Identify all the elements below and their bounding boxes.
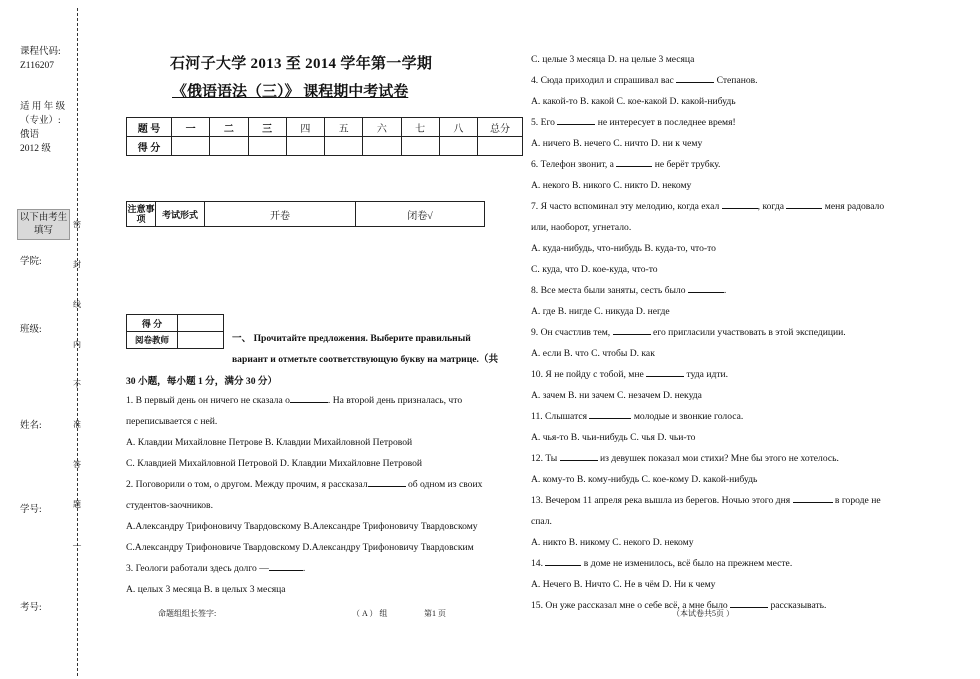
question-line [531, 385, 936, 406]
question-text: А. ничего В. нечего С. ничто D. ни к чему [531, 138, 703, 149]
answer-blank[interactable] [589, 409, 631, 419]
binding-char: 密 [73, 220, 81, 229]
exam-subtitle: 《俄语语法（三）》 课程期中考试卷 [172, 84, 409, 100]
question-text: С. куда, что D. кое-куда, что-то [531, 264, 658, 275]
question-text: переписывается с ней. [126, 416, 218, 427]
notice-table [126, 201, 485, 227]
exam-form-label: 考试形式 [156, 202, 205, 227]
question-text: студентов-заочников. [126, 500, 213, 511]
question-line [126, 516, 525, 537]
answer-blank[interactable] [616, 157, 652, 167]
footer-page: 第1 页 [424, 609, 446, 618]
answer-blank[interactable] [290, 393, 328, 403]
question-line [531, 259, 936, 280]
question-line [531, 238, 936, 259]
question-text-tail: . На второй день призналась, что [327, 395, 463, 406]
answer-blank[interactable] [560, 451, 598, 461]
college-label: 学院: [20, 257, 42, 267]
question-line [531, 112, 936, 133]
score-cell[interactable] [286, 137, 324, 156]
footer-signature: 命题组组长签字: [158, 609, 217, 618]
binding-char: 不 [73, 380, 81, 389]
exam-title: 石河子大学 2013 至 2014 学年第一学期 [170, 56, 433, 72]
binding-chars [70, 220, 84, 580]
question-text: А. где В. нигде С. никуда D. негде [531, 306, 670, 317]
question-line [126, 390, 525, 411]
fill-note-box [17, 209, 70, 240]
question-text: А. Клавдии Михайловне Петрове В. Клавдии Михайловной Петровой [126, 437, 413, 448]
score-cell[interactable] [439, 137, 477, 156]
question-text-tail: не интересует в последнее время! [595, 117, 736, 128]
question-text: 2. Поговорили о том, о другом. Между прочим, я рассказал [126, 479, 368, 490]
question-text: А. зачем В. ни зачем С. незачем D. некуда [531, 390, 702, 401]
section1-grader-cell[interactable] [178, 332, 224, 349]
question-line [531, 49, 936, 70]
question-line [531, 322, 936, 343]
score-col: 八 [439, 118, 477, 137]
course-code: Z116207 [20, 61, 54, 71]
question-text: 9. Он счастлив тем, [531, 327, 613, 338]
question-line [531, 91, 936, 112]
question-text-tail: об одном из своих [405, 479, 483, 490]
exam-id-label: 考号: [20, 603, 42, 613]
question-text-tail: из девушек показал мои стихи? Мне бы этого не хотелось. [597, 453, 839, 464]
question-text: 3. Геологи работали здесь долго — [126, 563, 269, 574]
score-col: 五 [325, 118, 363, 137]
section1-instruction-2: вариант и отметьте соответствующую букву на матрице.（共 [232, 354, 499, 365]
question-text-tail: в доме не изменилось, всё было на прежнем месте. [581, 558, 793, 569]
question-text-tail: туда идти. [684, 369, 729, 380]
question-number-label: 题 号 [127, 118, 172, 137]
question-line [531, 343, 936, 364]
question-text: 8. Все места были заняты, сесть было [531, 285, 688, 296]
question-line [126, 474, 525, 495]
answer-blank[interactable] [545, 556, 581, 566]
section1-instruction-1: 一、 Прочитайте предложения. Выберите правильный [232, 333, 471, 344]
course-code-label: 课程代码: [20, 47, 61, 57]
question-line [126, 558, 525, 579]
question-text: спал. [531, 516, 552, 527]
score-cell[interactable] [401, 137, 439, 156]
score-cell[interactable] [172, 137, 210, 156]
section1-grader-label: 阅卷教师 [127, 332, 178, 349]
footer-group: （ A ） 组 [352, 609, 388, 618]
major-label: （专业）: [20, 116, 61, 126]
fill-note-line2: 填写 [33, 226, 53, 236]
binding-char: — [73, 540, 81, 549]
question-line [531, 217, 936, 238]
question-text: А. никто В. никому С. некого D. некому [531, 537, 694, 548]
question-text: 11. Слышатся [531, 411, 590, 422]
question-text: 15. Он уже рассказал мне о себе всё, а мне было [531, 600, 731, 611]
left-question-column [126, 390, 525, 600]
question-text: А. некого В. никого С. никто D. некому [531, 180, 692, 191]
binding-char: 线 [73, 300, 81, 309]
question-text-tail: меня радовало [822, 201, 885, 212]
score-col: 六 [363, 118, 401, 137]
question-text: 5. Его [531, 117, 558, 128]
question-line [531, 70, 936, 91]
question-text: С.Александру Трифоновиче Твардовскому D.Александру Трифоновичу Твардовским [126, 542, 474, 553]
question-text-tail: его пригласили участвовать в этой экспедиции. [650, 327, 846, 338]
question-text: А. целых 3 месяца В. в целых 3 месяца [126, 584, 286, 595]
question-text: 4. Сюда приходил и спрашивал вас [531, 75, 677, 86]
score-col: 一 [172, 118, 210, 137]
question-text: А. какой-то В. какой С. кое-какой D. какой-нибудь [531, 96, 736, 107]
question-text: 6. Телефон звонит, а [531, 159, 617, 170]
applicable-grade-label: 适 用 年 级 [20, 102, 66, 112]
student-id-label: 学号: [20, 505, 42, 515]
question-line [531, 280, 936, 301]
score-cell[interactable] [248, 137, 286, 156]
footer-total-pages: （本试卷共5页 ） [672, 609, 734, 618]
answer-blank[interactable] [730, 598, 768, 608]
question-text: С. целые 3 месяца D. на целые 3 месяца [531, 54, 695, 65]
right-question-column [531, 49, 936, 616]
grade-value: 2012 级 [20, 144, 51, 154]
answer-blank[interactable] [676, 73, 714, 83]
answer-blank[interactable] [269, 561, 303, 571]
question-text-tail: , когда [757, 201, 787, 212]
name-label: 姓名: [20, 421, 42, 431]
question-line [531, 511, 936, 532]
score-cell[interactable] [325, 137, 363, 156]
question-text: 12. Ты [531, 453, 560, 464]
question-text: 7. Я часто вспоминал эту мелодию, когда ехал [531, 201, 722, 212]
question-line [126, 579, 525, 600]
binding-char: 内 [73, 340, 81, 349]
score-col: 三 [248, 118, 286, 137]
question-text: А. если В. что С. чтобы D. как [531, 348, 655, 359]
question-text: А. Нечего В. Ничто С. Не в чём D. Ни к чему [531, 579, 716, 590]
question-text: или, наоборот, угнетало. [531, 222, 632, 233]
question-line [126, 411, 525, 432]
score-cell-total[interactable] [478, 137, 523, 156]
question-text: А. куда-нибудь, что-нибудь В. куда-то, что-то [531, 243, 716, 254]
score-table [126, 117, 523, 156]
answer-blank[interactable] [786, 199, 822, 209]
question-line [126, 537, 525, 558]
answer-blank[interactable] [646, 367, 684, 377]
question-line [126, 453, 525, 474]
binding-char: 答 [73, 460, 81, 469]
section1-score-table [126, 314, 224, 349]
question-line [531, 427, 936, 448]
section1-score-label: 得 分 [127, 315, 178, 332]
question-text: А.Александру Трифоновичу Твардовскому В.Александре Трифоновичу Твардовскому [126, 521, 478, 532]
answer-blank[interactable] [722, 199, 758, 209]
score-col: 二 [210, 118, 248, 137]
question-line [531, 574, 936, 595]
notice-label: 注意事项 [127, 202, 156, 227]
score-cell[interactable] [363, 137, 401, 156]
binding-char: 封 [73, 260, 81, 269]
score-row-label: 得 分 [127, 137, 172, 156]
question-line [126, 432, 525, 453]
question-text: 10. Я не пойду с тобой, мне [531, 369, 647, 380]
score-col: 四 [286, 118, 324, 137]
question-text: 13. Вечером 11 апреля река вышла из берегов. Ночью этого дня [531, 495, 793, 506]
question-line [531, 154, 936, 175]
question-text-tail: рассказывать. [768, 600, 827, 611]
binding-char: 题 [73, 500, 81, 509]
answer-blank[interactable] [793, 493, 833, 503]
question-line [531, 196, 936, 217]
exam-form-closed: 闭卷√ [356, 202, 485, 227]
question-text-tail: Степанов. [714, 75, 758, 86]
question-text: 14. [531, 558, 546, 569]
answer-blank[interactable] [557, 115, 595, 125]
question-line [531, 553, 936, 574]
major-value: 俄语 [20, 130, 40, 140]
question-line [531, 532, 936, 553]
score-col-total: 总分 [478, 118, 523, 137]
question-line [531, 301, 936, 322]
question-text: С. Клавдией Михайловной Петровой D. Клавдии Михайловне Петровой [126, 458, 423, 469]
score-col: 七 [401, 118, 439, 137]
class-label: 班级: [20, 325, 42, 335]
binding-char: 准 [73, 420, 81, 429]
question-line [531, 364, 936, 385]
question-text-tail: . [723, 285, 727, 296]
fill-note-line1: 以下由考生 [19, 213, 68, 223]
question-text-tail: . [302, 563, 306, 574]
answer-blank[interactable] [368, 477, 406, 487]
question-line [531, 448, 936, 469]
question-text-tail: не берёт трубку. [652, 159, 721, 170]
question-line [531, 469, 936, 490]
question-text: А. чья-то В. чьи-нибудь С. чья D. чьи-то [531, 432, 696, 443]
question-line [531, 133, 936, 154]
answer-blank[interactable] [613, 325, 651, 335]
question-text: А. кому-то В. кому-нибудь С. кое-кому D. какой-нибудь [531, 474, 758, 485]
question-line [126, 495, 525, 516]
section1-score-cell[interactable] [178, 315, 224, 332]
score-cell[interactable] [210, 137, 248, 156]
question-line [531, 175, 936, 196]
section1-instruction-3: 30 小题，每小题 1 分，满分 30 分） [126, 376, 278, 387]
question-line [531, 490, 936, 511]
answer-blank[interactable] [688, 283, 724, 293]
question-text: 1. В первый день он ничего не сказала о [126, 395, 290, 406]
question-text-tail: молодые и звонкие голоса. [631, 411, 744, 422]
question-line [531, 406, 936, 427]
exam-form-open: 开卷 [205, 202, 356, 227]
question-text-tail: в городе не [832, 495, 881, 506]
